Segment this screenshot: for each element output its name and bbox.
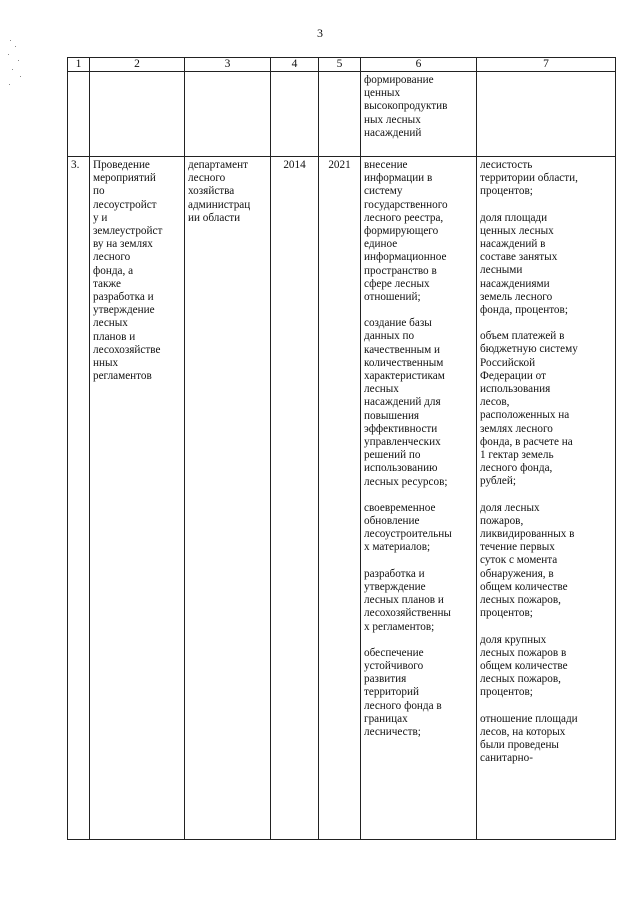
- result-item: своевременное обновление лесоустроительны х материалов;: [364, 501, 452, 554]
- header-cell: 3: [185, 58, 271, 72]
- table-cell: [185, 72, 271, 157]
- table-row-continuation: [68, 72, 616, 157]
- table-cell: [477, 72, 616, 157]
- activity-title-cell: Проведение мероприятий по лесоустройст у и землеустройст ву на землях лесного фонда, а также разработка и утверждение лесных планов и лесохозяйстве нных регламентов: [90, 157, 185, 840]
- table-header-row: [68, 58, 616, 72]
- table-row: [68, 157, 616, 840]
- header-cell: 2: [90, 58, 185, 72]
- indicator-item: доля площади ценных лесных насаждений в составе занятых лесными насаждениями земель лесного фонда, процентов;: [480, 211, 568, 317]
- results-cell: [361, 157, 477, 840]
- indicator-item: лесистость территории области, процентов;: [480, 159, 578, 198]
- indicator-item: отношение площади лесов, на которых были проведены санитарно-: [480, 712, 578, 765]
- header-cell: 1: [68, 58, 90, 72]
- activities-table: [67, 57, 616, 840]
- page-number: 3: [317, 26, 323, 40]
- end-year-cell: 2021: [319, 157, 361, 840]
- scan-artifact: [6, 36, 26, 96]
- indicator-item: объем платежей в бюджетную систему Российской Федерации от использования лесов, расположенных на землях лесного фонда, в расчете на 1 гектар земель лесного фонда, рублей;: [480, 330, 578, 488]
- result-item: обеспечение устойчивого развития территорий лесного фонда в границах лесничеств;: [364, 646, 442, 738]
- header-cell: 5: [319, 58, 361, 72]
- indicators-cell: [477, 157, 616, 840]
- table-cell: [271, 72, 319, 157]
- results-continuation-cell: формирование ценных высокопродуктив ных лесных насаждений: [361, 72, 477, 157]
- header-cell: 4: [271, 58, 319, 72]
- indicator-item: доля крупных лесных пожаров в общем количестве лесных пожаров, процентов;: [480, 633, 568, 699]
- header-cell: 7: [477, 58, 616, 72]
- table-cell: [90, 72, 185, 157]
- start-year-cell: 2014: [271, 157, 319, 840]
- row-number-cell: 3.: [68, 157, 90, 840]
- table-cell: [319, 72, 361, 157]
- result-item: разработка и утверждение лесных планов и лесохозяйственны х регламентов;: [364, 567, 451, 633]
- table-cell: [68, 72, 90, 157]
- result-item: создание базы данных по качественным и количественным характеристикам лесных насаждений для повышения эффективности управленческих решений по использованию лесных ресурсов;: [364, 317, 448, 488]
- executor-cell: департамент лесного хозяйства администрац ии области: [185, 157, 271, 840]
- indicator-item: доля лесных пожаров, ликвидированных в течение первых суток с момента обнаружения, в общем количестве лесных пожаров, процентов;: [480, 501, 575, 620]
- result-item: внесение информации в систему государственного лесного реестра, формирующего единое информационное пространство в сфере лесных отношений;: [364, 159, 448, 304]
- header-cell: 6: [361, 58, 477, 72]
